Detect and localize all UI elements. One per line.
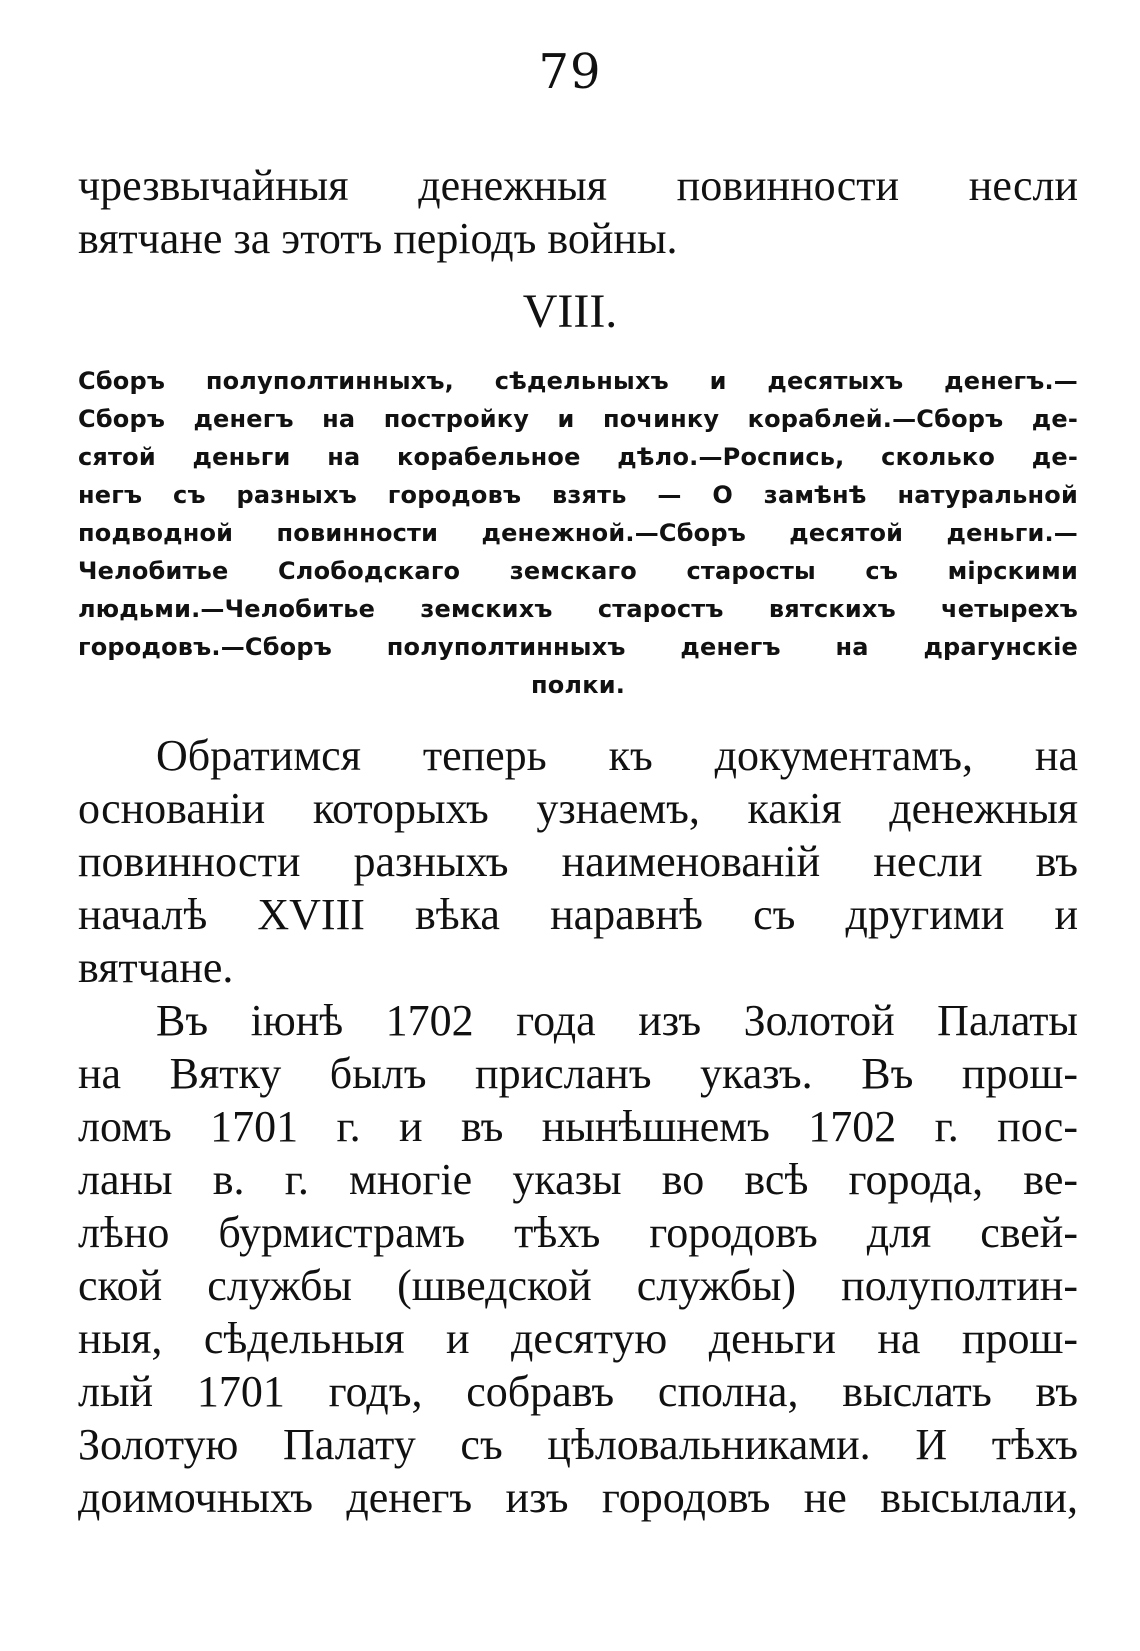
paragraph-line: лѣно бурмистрамъ тѣхъ городовъ для свей- [78,1208,1078,1257]
intro-line: чрезвычайныя денежныя повинности несли [78,161,1078,210]
paragraph-line: ныя, сѣдельныя и десятую деньги на прош- [78,1314,1078,1363]
paragraph-line: ломъ 1701 г. и въ нынѣшнемъ 1702 г. пос- [78,1102,1078,1151]
section-number: VIII. [522,285,618,338]
paragraph-line: ской службы (шведской службы) полуполтин- [78,1261,1078,1310]
summary-line: Сборъ денегъ на постройку и починку кораблей.—Сборъ де- [78,405,1078,433]
summary-line: сятой деньги на корабельное дѣло.—Роспись, сколько де- [78,443,1078,471]
page-number: 79 [538,44,602,100]
paragraph-line: доимочныхъ денегъ изъ городовъ не высылали, [78,1473,1078,1522]
intro-line: вятчане за этотъ періодъ войны. [78,214,678,263]
summary-line: людьми.—Челобитье земскихъ старостъ вятскихъ четырехъ [78,595,1078,623]
paragraph-line: основаніи которыхъ узнаемъ, какія денежныя [78,784,1078,833]
summary-line: Челобитье Слободскаго земскаго старосты съ мірскими [78,557,1078,585]
summary-line: городовъ.—Сборъ полуполтинныхъ денегъ на драгунскіе [78,633,1078,661]
summary-line: негъ съ разныхъ городовъ взять — О замѣнѣ натуральной [78,481,1078,509]
paragraph-line: лый 1701 годъ, собравъ сполна, выслать въ [78,1367,1078,1416]
paragraph-line: вятчане. [78,943,234,992]
summary-line: полки. [530,671,626,699]
paragraph-line: началѣ XVIII вѣка наравнѣ съ другими и [78,890,1078,939]
paragraph-line: Обратимся теперь къ документамъ, на [156,731,1078,780]
paragraph-line: повинности разныхъ наименованій несли въ [78,837,1078,886]
paragraph-line: на Вятку былъ присланъ указъ. Въ прош- [78,1049,1078,1098]
summary-line: подводной повинности денежной.—Сборъ десятой деньги.— [78,519,1078,547]
summary-line: Сборъ полуполтинныхъ, сѣдельныхъ и десятыхъ денегъ.— [78,367,1078,395]
paragraph-line: Золотую Палату съ цѣловальниками. И тѣхъ [78,1420,1078,1469]
paragraph-line: Въ іюнѣ 1702 года изъ Золотой Палаты [156,996,1078,1045]
paragraph-line: ланы в. г. многіе указы во всѣ города, ве- [78,1155,1078,1204]
